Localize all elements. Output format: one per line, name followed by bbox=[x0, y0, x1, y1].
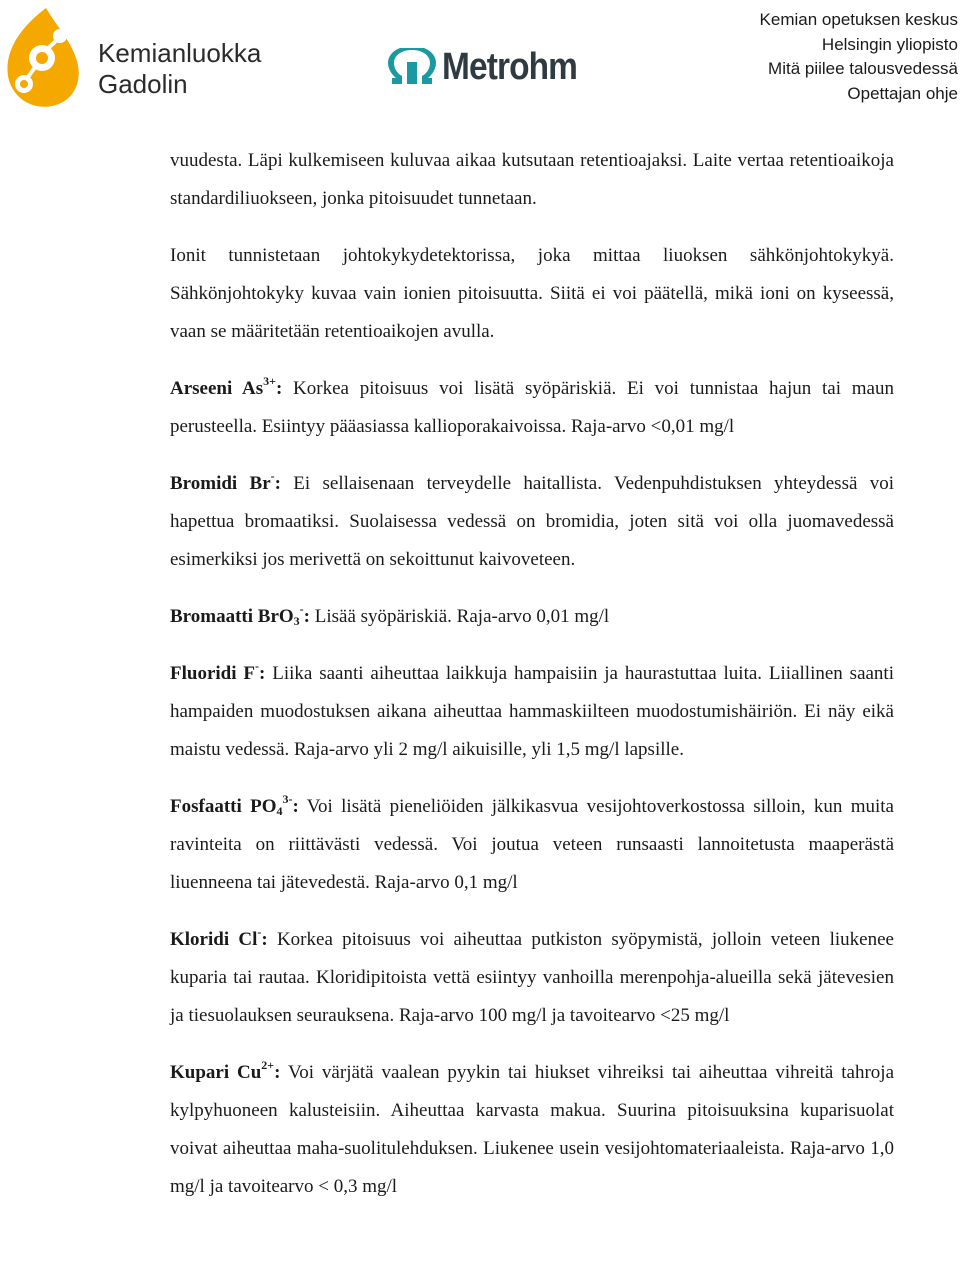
document-body bbox=[170, 142, 894, 1225]
gadolin-line-1: Kemianluokka bbox=[98, 38, 262, 68]
ion-term bbox=[170, 469, 281, 494]
metrohm-omega-icon bbox=[388, 48, 436, 86]
gadolin-line-2: Gadolin bbox=[98, 69, 188, 99]
ion-charge: - bbox=[299, 602, 304, 616]
ion-entry-chloride bbox=[170, 921, 894, 1035]
paragraph bbox=[170, 237, 894, 351]
ion-description: Ei sellaisenaan terveydelle haitallista. Vedenpuhdistuksen yhteydessä voi hapettua bromaatiksi. Suolaisessa vedessä on bromidia, joten sitä voi olla juomavedessä esimerkiksi jos merivettä on sekoittunut kaivoveteen. bbox=[170, 473, 895, 570]
ion-term bbox=[170, 792, 299, 818]
ion-description: Voi lisätä pieneliöiden jälkikasvua vesijohtoverkostossa silloin, kun muita ravinteita on riittävästi vedessä. Voi joutua veteen runsaasti lannoitetusta maaperästä liuenneena tai jätevedestä. Raja-arvo 0,1 mg/l bbox=[170, 796, 894, 893]
ion-colon: : bbox=[261, 929, 268, 950]
ion-name: Bromaatti BrO bbox=[170, 606, 294, 627]
metrohm-wordmark: Metrohm bbox=[442, 46, 578, 88]
header-line-4: Opettajan ohje bbox=[847, 83, 958, 103]
ion-colon: : bbox=[274, 473, 281, 494]
ion-description: Voi värjätä vaalean pyykin tai hiukset vihreiksi tai aiheuttaa vihreitä tahroja kylpyhuoneen kalusteisiin. Aiheuttaa karvasta makua. Suurina pitoisuuksina kuparisuolat voivat aiheuttaa maha-suolitulehduksen. Liukenee usein vesijohtomateriaaleista. Raja-arvo 1,0 mg/l ja tavoitearvo < 0,3 mg/l bbox=[170, 1062, 894, 1197]
ion-name: Arseeni As bbox=[170, 378, 264, 399]
ion-entry-bromate bbox=[170, 598, 894, 636]
ion-colon: : bbox=[275, 378, 283, 399]
paragraph-text: vuudesta. Läpi kulkemiseen kuluvaa aikaa kutsutaan retentioajaksi. Laite vertaa retentioaikoja standardiliuokseen, jonka pitoisuudet tunnetaan. bbox=[170, 150, 894, 209]
header-line-2: Helsingin yliopisto bbox=[821, 34, 958, 54]
ion-description: Lisää syöpäriskiä. Raja-arvo 0,01 mg/l bbox=[310, 606, 610, 627]
ion-description: Liika saanti aiheuttaa laikkuja hampaisiin ja haurastuttaa luita. Liiallinen saanti hampaiden muodostuksen aikana aiheuttaa hammaskiilteen muodostumishäiriön. Ei näy eikä maistu vedessä. Raja-arvo yli 2 mg/l aikuisille, yli 1,5 mg/l lapsille. bbox=[170, 663, 894, 760]
ion-charge: 3+ bbox=[263, 374, 276, 388]
ion-name: Kupari Cu bbox=[170, 1062, 262, 1083]
ion-colon: : bbox=[259, 663, 266, 684]
ion-name: Kloridi Cl bbox=[170, 929, 258, 950]
ion-name: Fluoridi F bbox=[170, 663, 256, 684]
gadolin-wordmark bbox=[98, 38, 261, 100]
gadolin-logo-icon bbox=[2, 6, 82, 110]
ion-term bbox=[170, 1058, 281, 1083]
ion-term bbox=[170, 602, 310, 628]
ion-charge: - bbox=[255, 659, 260, 673]
ion-name: Bromidi Br bbox=[170, 473, 271, 494]
header-info bbox=[760, 8, 958, 106]
paragraph-text: Ionit tunnistetaan johtokykydetektorissa, joka mittaa liuoksen sähkönjohtokykyä. Sähkönjohtokyky kuvaa vain ionien pitoisuutta. Siitä ei voi päätellä, mikä ioni on kyseessä, vaan se määritetään retentioaikojen avulla. bbox=[170, 245, 894, 342]
ion-entry-arsenic bbox=[170, 370, 894, 446]
ion-subscript: 4 bbox=[276, 804, 283, 818]
ion-description: Korkea pitoisuus voi aiheuttaa putkiston syöpymistä, jolloin veteen liukenee kuparia tai rautaa. Kloridipitoista vettä esiintyy vanhoilla merenpohja-alueilla sekä jätevesien ja tiesuolauksen seurauksena. Raja-arvo 100 mg/l ja tavoitearvo <25 mg/l bbox=[170, 929, 894, 1026]
header-line-3: Mitä piilee talousvedessä bbox=[768, 59, 958, 78]
ion-entry-fluoride bbox=[170, 655, 894, 769]
ion-charge: 2+ bbox=[261, 1058, 275, 1072]
paragraph bbox=[170, 142, 894, 218]
ion-term bbox=[170, 659, 266, 684]
ion-entry-copper bbox=[170, 1054, 894, 1206]
ion-colon: : bbox=[274, 1062, 281, 1083]
ion-entry-bromide bbox=[170, 465, 894, 579]
ion-entry-phosphate bbox=[170, 788, 894, 902]
ion-term bbox=[170, 925, 268, 950]
ion-charge: 3- bbox=[282, 792, 293, 806]
ion-subscript: 3 bbox=[293, 614, 300, 628]
header-line-1: Kemian opetuksen keskus bbox=[759, 10, 958, 29]
page-header bbox=[0, 0, 960, 120]
ion-charge: - bbox=[270, 469, 275, 483]
ion-charge: - bbox=[257, 925, 262, 939]
ion-colon: : bbox=[303, 606, 310, 627]
ion-term bbox=[170, 374, 283, 399]
ion-colon: : bbox=[292, 796, 299, 817]
ion-description: Korkea pitoisuus voi lisätä syöpäriskiä. Ei voi tunnistaa hajun tai maun perusteella. Esiintyy pääasiassa kallioporakaivoissa. Raja-arvo <0,01 mg/l bbox=[170, 378, 894, 437]
ion-name: Fosfaatti PO bbox=[170, 796, 277, 817]
